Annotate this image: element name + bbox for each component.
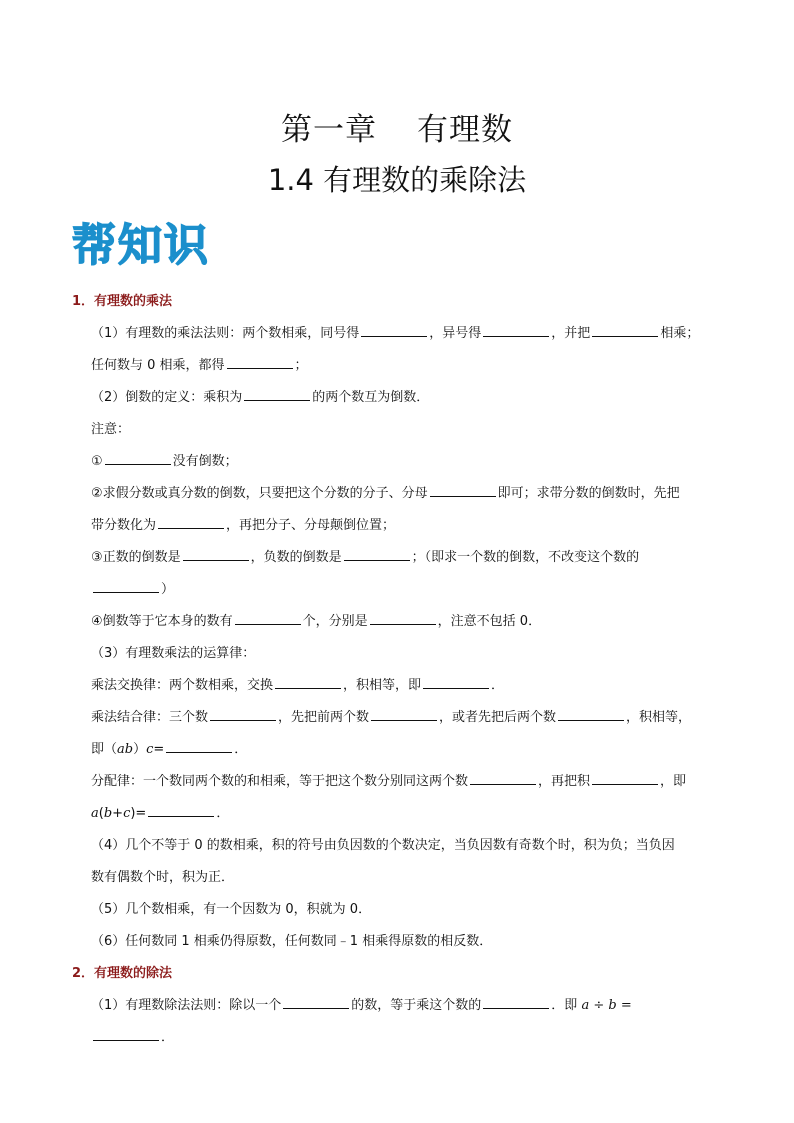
section-title-division: 2．有理数的除法 [72, 966, 173, 981]
text-line: （1）有理数除法法则：除以一个 的数，等于乘这个数的 ．即 a ÷ b = [91, 998, 632, 1013]
text-line: ． [91, 1026, 174, 1045]
fill-blank[interactable] [483, 996, 549, 1009]
fill-blank[interactable] [558, 708, 624, 721]
text-line: （3）有理数乘法的运算律： [91, 646, 256, 661]
fill-blank[interactable] [158, 516, 224, 529]
fill-blank[interactable] [235, 612, 301, 625]
text-line: a(b+c)= ． [91, 806, 230, 821]
chapter-title [0, 104, 794, 149]
fill-blank[interactable] [227, 356, 293, 369]
fill-blank[interactable] [430, 484, 496, 497]
text-line: ③正数的倒数是 ，负数的倒数是 ；（即求一个数的倒数，不改变这个数的 [91, 550, 640, 565]
fill-blank[interactable] [592, 772, 658, 785]
text-line: ④倒数等于它本身的数有 个，分别是 ，注意不包括 0． [91, 614, 542, 629]
text-line: （6）任何数同 1 相乘仍得原数，任何数同﹣1 相乘得原数的相反数． [91, 934, 493, 949]
fill-blank[interactable] [166, 740, 232, 753]
fill-blank[interactable] [470, 772, 536, 785]
logo-text: 帮知识 [72, 220, 210, 271]
section-title-multiplication: 1．有理数的乘法 [72, 294, 173, 309]
text-line: 注意： [91, 422, 131, 437]
chapter-label: 第一章 [281, 112, 377, 148]
fill-blank[interactable] [183, 548, 249, 561]
text-line: 带分数化为 ，再把分子、分母颠倒位置； [91, 518, 396, 533]
fill-blank[interactable] [361, 324, 427, 337]
text-line: 分配律：一个数同两个数的和相乘，等于把这个数分别同这两个数 ，再把积 ，即 [91, 774, 687, 789]
bang-zhishi-logo [70, 214, 222, 272]
text-line: ②求假分数或真分数的倒数，只要把这个分数的分子、分母 即可；求带分数的倒数时，先把 [91, 486, 680, 501]
text-line: （5）几个数相乘，有一个因数为 0，积就为 0． [91, 902, 372, 917]
fill-blank[interactable] [210, 708, 276, 721]
fill-blank[interactable] [93, 1028, 159, 1041]
text-line: 任何数与 0 相乘，都得 ； [91, 358, 308, 373]
chapter-topic: 有理数 [417, 112, 513, 148]
lesson-title: 1.4 有理数的乘除法 [267, 163, 527, 197]
fill-blank[interactable] [592, 324, 658, 337]
text-line: 乘法结合律：三个数 ，先把前两个数 ，或者先把后两个数 ，积相等， [91, 710, 692, 725]
text-line: ① 没有倒数； [91, 454, 238, 469]
fill-blank[interactable] [483, 324, 549, 337]
fill-blank[interactable] [371, 708, 437, 721]
fill-blank[interactable] [283, 996, 349, 1009]
fill-blank[interactable] [344, 548, 410, 561]
text-line: （2）倒数的定义：乘积为 的两个数互为倒数． [91, 390, 430, 405]
fill-blank[interactable] [93, 580, 159, 593]
fill-blank[interactable] [105, 452, 171, 465]
text-line: 乘法交换律：两个数相乘，交换 ，积相等，即 ． [91, 678, 505, 693]
text-line: （1）有理数的乘法法则：两个数相乘，同号得 ，异号得 ，并把 相乘； [91, 326, 700, 341]
fill-blank[interactable] [370, 612, 436, 625]
fill-blank[interactable] [275, 676, 341, 689]
text-line: 数有偶数个时，积为正． [91, 870, 235, 885]
fill-blank[interactable] [244, 388, 310, 401]
fill-blank[interactable] [423, 676, 489, 689]
fill-blank[interactable] [148, 804, 214, 817]
text-line: （4）几个不等于 0 的数相乘，积的符号由负因数的个数决定，当负因数有奇数个时，积为负；当负因 [91, 838, 675, 853]
text-line: 即（ab）c= ． [91, 742, 248, 757]
text-line: ） [91, 578, 174, 597]
